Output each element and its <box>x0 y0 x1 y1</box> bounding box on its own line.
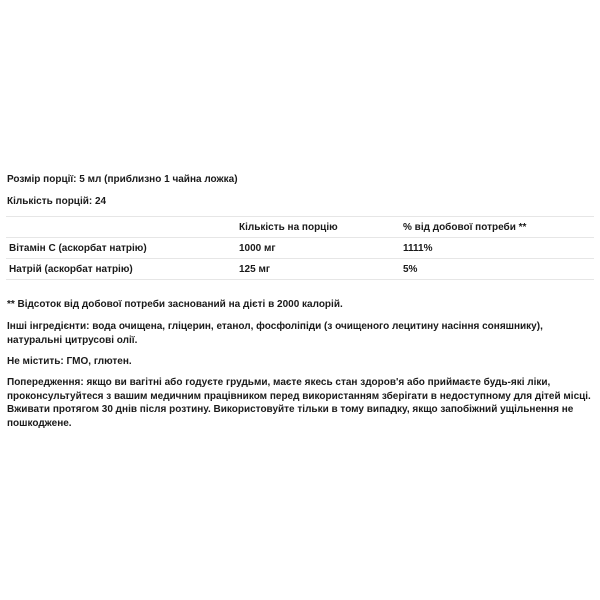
table-header-cell <box>6 217 236 238</box>
serving-count: Кількість порцій: 24 <box>7 196 107 207</box>
table-cell: 1000 мг <box>236 238 400 259</box>
table-row <box>6 238 594 259</box>
table-row <box>6 259 594 280</box>
table-cell: 5% <box>400 259 594 280</box>
table-cell: 1111% <box>400 238 594 259</box>
table-cell: Натрій (аскорбат натрію) <box>6 259 236 280</box>
table-header-cell: Кількість на порцію <box>236 217 400 238</box>
serving-size: Розмір порції: 5 мл (приблизно 1 чайна ложка) <box>7 174 238 185</box>
ingredients: Інші інгредієнти: вода очищена, гліцерин, етанол, фосфоліпіди (з очищеного лецитину насіння соняшнику), натуральні цитрусові олії. <box>7 321 543 346</box>
nutrition-table <box>6 216 594 280</box>
table-cell: Вітамін С (аскорбат натрію) <box>6 238 236 259</box>
table-cell: 125 мг <box>236 259 400 280</box>
footnote: ** Відсоток від добової потреби заснований на дієті в 2000 калорій. <box>7 299 343 310</box>
table-header-row <box>6 217 594 238</box>
free-from: Не містить: ГМО, глютен. <box>7 356 132 367</box>
warning: Попередження: якщо ви вагітні або годуєте грудьми, маєте якесь стан здоров'я або приймаєте будь-які ліки, проконсультуйтеся з вашим медичним працівником перед використанням зберігати в недоступному для дітей місці. Вживати протягом 30 днів після розтину. Використовуйте тільки в тому випадку, якщо запобіжний ущільнення не пошкоджене. <box>7 377 591 429</box>
table-header-cell: % від добової потреби ** <box>400 217 594 238</box>
